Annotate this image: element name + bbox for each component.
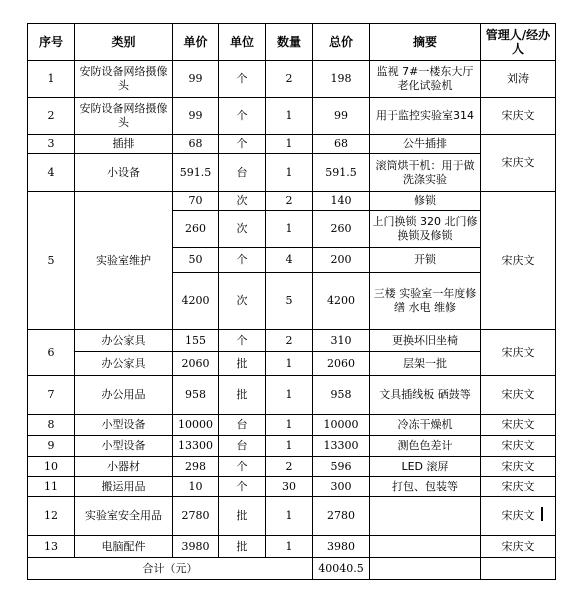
cell-manager: 宋庆文 <box>481 330 556 376</box>
cell-manager: 宋庆文 <box>481 457 556 477</box>
cell-price: 2060 <box>173 352 219 376</box>
cell-total: 300 <box>313 477 370 497</box>
cell-summary: 公牛插排 <box>370 135 481 154</box>
cell-no: 11 <box>28 477 75 497</box>
cell-price: 99 <box>173 98 219 135</box>
cell-manager: 宋庆文 <box>481 98 556 135</box>
cell-price: 50 <box>173 248 219 273</box>
cell-price: 958 <box>173 376 219 415</box>
cell-category: 小器材 <box>75 457 173 477</box>
cell-qty: 1 <box>266 135 313 154</box>
cell-manager: 宋庆文 <box>481 436 556 457</box>
cell-category: 安防设备网络摄像头 <box>75 98 173 135</box>
cell-price: 2780 <box>173 497 219 536</box>
cell-qty: 4 <box>266 248 313 273</box>
expense-table <box>27 23 556 580</box>
cell-summary: 冷冻干燥机 <box>370 415 481 436</box>
cell-manager: 宋庆文 <box>481 135 556 192</box>
table-row <box>28 415 556 436</box>
cell-total: 200 <box>313 248 370 273</box>
cell-summary: 层架一批 <box>370 352 481 376</box>
cell-price: 70 <box>173 192 219 211</box>
cell-manager: 宋庆文 <box>481 497 556 536</box>
cell-no: 13 <box>28 536 75 558</box>
cell-no: 10 <box>28 457 75 477</box>
cell-unit: 台 <box>219 154 266 192</box>
cell-no: 12 <box>28 497 75 536</box>
header-total: 总价 <box>313 24 370 61</box>
header-row <box>28 24 556 61</box>
cell-total: 260 <box>313 211 370 248</box>
header-price: 单价 <box>173 24 219 61</box>
cell-manager: 宋庆文 <box>481 192 556 330</box>
cell-unit: 个 <box>219 248 266 273</box>
cell-qty: 2 <box>266 330 313 352</box>
table-row <box>28 436 556 457</box>
cell-unit: 批 <box>219 536 266 558</box>
cell-no: 9 <box>28 436 75 457</box>
cell-qty: 2 <box>266 192 313 211</box>
cell-summary <box>370 497 481 536</box>
cell-qty: 1 <box>266 98 313 135</box>
cell-total: 596 <box>313 457 370 477</box>
total-value: 40040.5 <box>313 558 370 580</box>
cell-no: 7 <box>28 376 75 415</box>
cell-unit: 个 <box>219 98 266 135</box>
cell-unit: 批 <box>219 376 266 415</box>
cell-price: 591.5 <box>173 154 219 192</box>
table-row <box>28 497 556 536</box>
cell-qty: 1 <box>266 352 313 376</box>
cell-price: 10 <box>173 477 219 497</box>
cell-category: 实验室安全用品 <box>75 497 173 536</box>
cell-category: 办公家具 <box>75 330 173 352</box>
table-row <box>28 352 556 376</box>
cell-unit: 次 <box>219 211 266 248</box>
header-category: 类别 <box>75 24 173 61</box>
cell-price: 260 <box>173 211 219 248</box>
cell-qty: 30 <box>266 477 313 497</box>
table-row <box>28 330 556 352</box>
cell-unit: 次 <box>219 273 266 330</box>
cell-total: 68 <box>313 135 370 154</box>
cell-manager: 宋庆文 <box>481 536 556 558</box>
cell-qty: 1 <box>266 415 313 436</box>
cell-price: 13300 <box>173 436 219 457</box>
cell-total: 3980 <box>313 536 370 558</box>
cell-summary: 用于监控实验室314 <box>370 98 481 135</box>
header-qty: 数量 <box>266 24 313 61</box>
header-no: 序号 <box>28 24 75 61</box>
cell-total: 958 <box>313 376 370 415</box>
total-summary-empty <box>370 558 481 580</box>
cell-total: 591.5 <box>313 154 370 192</box>
cell-no: 1 <box>28 61 75 98</box>
cell-unit: 个 <box>219 135 266 154</box>
total-manager-empty <box>481 558 556 580</box>
cell-no: 4 <box>28 154 75 192</box>
header-manager: 管理人/经办人 <box>481 24 556 61</box>
cell-summary: 修锁 <box>370 192 481 211</box>
cell-price: 4200 <box>173 273 219 330</box>
table-row <box>28 61 556 98</box>
cell-qty: 1 <box>266 497 313 536</box>
cell-price: 3980 <box>173 536 219 558</box>
cell-category: 办公家具 <box>75 352 173 376</box>
cell-qty: 1 <box>266 536 313 558</box>
cell-total: 13300 <box>313 436 370 457</box>
cell-unit: 台 <box>219 415 266 436</box>
table-row <box>28 98 556 135</box>
cell-total: 4200 <box>313 273 370 330</box>
cell-summary: 监视 7#一楼东大厅老化试验机 <box>370 61 481 98</box>
cell-summary: 开锁 <box>370 248 481 273</box>
cell-summary: 文具插线板 硒鼓等 <box>370 376 481 415</box>
cell-qty: 2 <box>266 457 313 477</box>
cell-price: 99 <box>173 61 219 98</box>
cell-summary: 测色色差计 <box>370 436 481 457</box>
cell-no: 5 <box>28 192 75 330</box>
cell-qty: 1 <box>266 154 313 192</box>
cell-price: 155 <box>173 330 219 352</box>
cell-summary: 打包、包装等 <box>370 477 481 497</box>
cell-qty: 1 <box>266 436 313 457</box>
cell-summary: 更换坏旧坐椅 <box>370 330 481 352</box>
cell-no: 3 <box>28 135 75 154</box>
cell-category: 电脑配件 <box>75 536 173 558</box>
cell-summary: LED 滚屏 <box>370 457 481 477</box>
stray-mark <box>541 507 543 521</box>
table-row <box>28 135 556 154</box>
table-row <box>28 376 556 415</box>
cell-total: 310 <box>313 330 370 352</box>
table-row <box>28 536 556 558</box>
cell-manager: 宋庆文 <box>481 415 556 436</box>
cell-total: 99 <box>313 98 370 135</box>
table-row <box>28 477 556 497</box>
cell-unit: 批 <box>219 497 266 536</box>
cell-unit: 台 <box>219 436 266 457</box>
cell-total: 2780 <box>313 497 370 536</box>
cell-no: 2 <box>28 98 75 135</box>
total-label: 合计（元） <box>28 558 313 580</box>
cell-summary: 滚筒烘干机：用于做洗涤实验 <box>370 154 481 192</box>
cell-price: 10000 <box>173 415 219 436</box>
cell-unit: 批 <box>219 352 266 376</box>
table-row <box>28 154 556 192</box>
cell-category: 安防设备网络摄像头 <box>75 61 173 98</box>
cell-summary <box>370 536 481 558</box>
cell-no: 8 <box>28 415 75 436</box>
cell-unit: 个 <box>219 457 266 477</box>
cell-no: 6 <box>28 330 75 376</box>
cell-category: 小设备 <box>75 154 173 192</box>
cell-total: 2060 <box>313 352 370 376</box>
table-row <box>28 457 556 477</box>
cell-category: 实验室维护 <box>75 192 173 330</box>
cell-qty: 5 <box>266 273 313 330</box>
cell-category: 小型设备 <box>75 415 173 436</box>
cell-manager: 宋庆文 <box>481 477 556 497</box>
cell-manager: 宋庆文 <box>481 376 556 415</box>
cell-unit: 次 <box>219 192 266 211</box>
cell-manager: 刘涛 <box>481 61 556 98</box>
cell-qty: 1 <box>266 211 313 248</box>
table-row <box>28 192 556 211</box>
cell-qty: 1 <box>266 376 313 415</box>
total-row <box>28 558 556 580</box>
cell-category: 小型设备 <box>75 436 173 457</box>
cell-category: 插排 <box>75 135 173 154</box>
cell-price: 298 <box>173 457 219 477</box>
cell-unit: 个 <box>219 61 266 98</box>
cell-summary: 上门换锁 320 北门修换锁及修锁 <box>370 211 481 248</box>
cell-unit: 个 <box>219 477 266 497</box>
header-summary: 摘要 <box>370 24 481 61</box>
cell-total: 10000 <box>313 415 370 436</box>
cell-unit: 个 <box>219 330 266 352</box>
cell-category: 搬运用品 <box>75 477 173 497</box>
cell-qty: 2 <box>266 61 313 98</box>
cell-total: 198 <box>313 61 370 98</box>
cell-price: 68 <box>173 135 219 154</box>
cell-summary: 三楼 实验室一年度修缮 水电 维修 <box>370 273 481 330</box>
cell-category: 办公用品 <box>75 376 173 415</box>
cell-total: 140 <box>313 192 370 211</box>
header-unit: 单位 <box>219 24 266 61</box>
